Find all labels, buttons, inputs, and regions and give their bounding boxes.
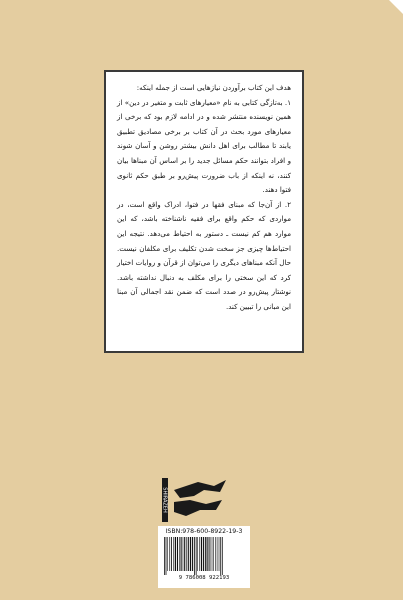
barcode-bar [188,537,189,571]
barcode-bar [179,537,180,571]
barcode-bar [166,537,167,575]
barcode-block [158,526,250,588]
logo-upper-stroke [174,480,226,498]
barcode-bar [219,537,220,571]
barcode-bar [220,537,221,575]
point-two-paragraph: ۲. از آن‌جا که مبنای فقها در فتوا، ادراک واقع است، در مواردی که حکم واقع برای فقیه ناشناخته باشد، که این موارد هم کم نیست ـ دستور به احتیاط می‌دهد. نتیجه این احتیاط‌ها چیزی جز سخت شدن تکلیف برای مکلفان نیست. حال آنکه مبناهای دیگری را می‌توان از قرآن و روایات اختیار کرد که این سختی را برای مکلف به دنبال نداشته باشد. نوشتار پیش‌رو در صدد است که ضمن نقد اجمالی آن مبنا این مبانی را تبیین کند. [117,199,291,311]
barcode-bar [222,537,223,575]
logo-lower-stroke [174,500,222,516]
logo-wordmark: SHIRAZEH [161,487,168,513]
barcode-bar [207,537,208,571]
barcode-bar [201,537,202,571]
barcode-bar [213,537,214,571]
barcode-bar [175,537,176,571]
barcode-bar [169,537,170,571]
barcode-bar [167,537,168,571]
barcode-bar [209,537,210,571]
barcode-bar [205,537,206,571]
barcode-bar [181,537,182,571]
barcode-bar [173,537,174,571]
intro-paragraph: هدف این کتاب برآوردن نیازهایی است از جمله اینکه: [136,83,291,92]
barcode-bar [186,537,187,571]
barcode-bar [197,537,198,571]
barcode-bar [171,537,172,571]
barcode-bar [190,537,191,571]
barcode-bar [164,537,165,575]
barcode-bar [192,537,193,571]
barcode-bar [212,537,213,571]
barcode-digits: 9 786008 922193 [178,575,230,581]
publisher-logo-graphic [160,476,230,524]
barcode-bar [194,537,195,575]
barcode-bar [203,537,204,571]
barcode-bar [196,537,197,575]
publisher-logo-icon [160,476,230,524]
isbn-label: ISBN:978-600-8922-19-3 [165,528,243,535]
description-box [104,70,304,353]
barcode-bar [184,537,185,571]
corner-tear [389,0,403,14]
barcode-bar [183,537,184,571]
barcode-bar [199,537,200,571]
point-one-paragraph: ۱. به‌تازگی کتابی به نام «معیارهای ثابت و متغیر در دین» از همین نویسنده منتشر شده و در ادامه لازم بود که برخی از معیارهای مورد بحث در آن کتاب بر برخی مصادیق تطبیق یابند تا مطالب برای اهل دانش بیشتر روشن و آسان شوند و افراد بتوانند حکم مسائل جدید را بر اساس آن مبناها بیان کنند، نه اینکه از باب ضرورت پیش‌رو بر طبق حکم ثانوی فتوا دهند. [117,97,291,195]
barcode-icon [162,537,246,575]
barcode-bar [215,537,216,571]
barcode-bar [217,537,218,571]
barcode-bar [177,537,178,571]
